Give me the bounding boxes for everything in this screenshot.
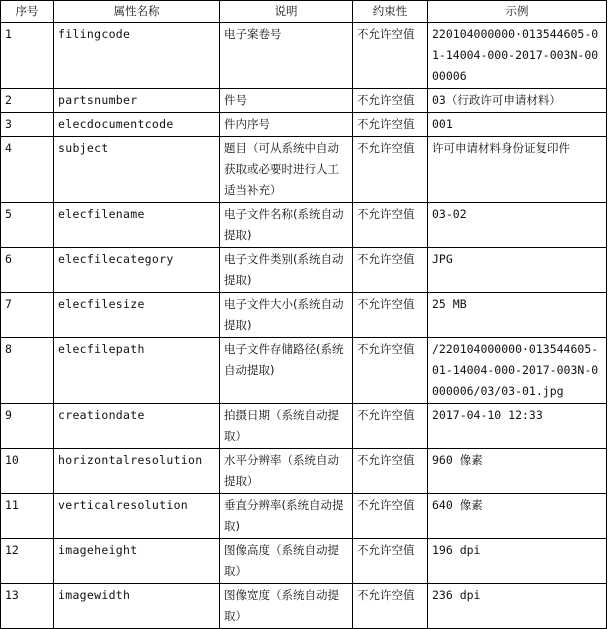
table-row [1, 539, 607, 584]
cell-no: 5 [1, 203, 54, 248]
cell-attribute-name: verticalresolution [54, 494, 220, 539]
table-row [1, 89, 607, 113]
cell-constraint: 不允许空值 [353, 23, 428, 89]
table-row [1, 584, 607, 629]
header-example: 示例 [428, 1, 607, 23]
cell-example: 220104000000·013544605-01-14004-000-2017-003N-0000006 [428, 23, 607, 89]
table-row [1, 404, 607, 449]
cell-attribute-name: filingcode [54, 23, 220, 89]
cell-constraint: 不允许空值 [353, 449, 428, 494]
cell-no: 12 [1, 539, 54, 584]
table-row [1, 203, 607, 248]
cell-no: 13 [1, 584, 54, 629]
cell-attribute-name: imagewidth [54, 584, 220, 629]
cell-example: /220104000000·013544605-01-14004-000-2017-003N-0000006/03/03-01.jpg [428, 338, 607, 404]
cell-description: 图像宽度（系统自动提取） [220, 584, 353, 629]
cell-description: 电子文件存储路径(系统自动提取) [220, 338, 353, 404]
header-no: 序号 [1, 1, 54, 23]
cell-example: 196 dpi [428, 539, 607, 584]
cell-constraint: 不允许空值 [353, 584, 428, 629]
cell-description: 水平分辨率（系统自动提取） [220, 449, 353, 494]
cell-attribute-name: partsnumber [54, 89, 220, 113]
cell-constraint: 不允许空值 [353, 404, 428, 449]
cell-constraint: 不允许空值 [353, 494, 428, 539]
header-row [1, 1, 607, 23]
cell-example: 001 [428, 113, 607, 137]
cell-no: 11 [1, 494, 54, 539]
header-constraint: 约束性 [353, 1, 428, 23]
cell-no: 8 [1, 338, 54, 404]
table-row [1, 23, 607, 89]
table-header [1, 1, 607, 23]
cell-example: 640 像素 [428, 494, 607, 539]
table-row [1, 338, 607, 404]
cell-description: 图像高度（系统自动提取） [220, 539, 353, 584]
cell-example: 03（行政许可申请材料） [428, 89, 607, 113]
cell-constraint: 不允许空值 [353, 248, 428, 293]
cell-constraint: 不允许空值 [353, 137, 428, 203]
table-row [1, 494, 607, 539]
cell-example: 2017-04-10 12:33 [428, 404, 607, 449]
table-body [1, 23, 607, 629]
cell-no: 3 [1, 113, 54, 137]
cell-attribute-name: elecfilename [54, 203, 220, 248]
cell-attribute-name: imageheight [54, 539, 220, 584]
cell-attribute-name: subject [54, 137, 220, 203]
cell-description: 件号 [220, 89, 353, 113]
cell-description: 题目（可从系统中自动获取或必要时进行人工适当补充） [220, 137, 353, 203]
cell-no: 1 [1, 23, 54, 89]
cell-example: 236 dpi [428, 584, 607, 629]
cell-example: 25 MB [428, 293, 607, 338]
cell-description: 电子文件类别(系统自动提取) [220, 248, 353, 293]
cell-constraint: 不允许空值 [353, 338, 428, 404]
cell-description: 电子案卷号 [220, 23, 353, 89]
cell-description: 垂直分辨率(系统自动提取) [220, 494, 353, 539]
cell-no: 4 [1, 137, 54, 203]
cell-attribute-name: elecfilecategory [54, 248, 220, 293]
cell-constraint: 不允许空值 [353, 203, 428, 248]
cell-no: 10 [1, 449, 54, 494]
cell-example: 许可申请材料身份证复印件 [428, 137, 607, 203]
cell-no: 9 [1, 404, 54, 449]
cell-attribute-name: elecfilesize [54, 293, 220, 338]
table-row [1, 449, 607, 494]
table-row [1, 137, 607, 203]
cell-no: 6 [1, 248, 54, 293]
cell-description: 件内序号 [220, 113, 353, 137]
cell-attribute-name: elecfilepath [54, 338, 220, 404]
cell-description: 电子文件大小(系统自动提取) [220, 293, 353, 338]
cell-description: 电子文件名称(系统自动提取) [220, 203, 353, 248]
cell-attribute-name: horizontalresolution [54, 449, 220, 494]
table-row [1, 293, 607, 338]
header-description: 说明 [220, 1, 353, 23]
cell-example: 03-02 [428, 203, 607, 248]
cell-constraint: 不允许空值 [353, 539, 428, 584]
cell-description: 拍摄日期（系统自动提取） [220, 404, 353, 449]
cell-constraint: 不允许空值 [353, 113, 428, 137]
header-name: 属性名称 [54, 1, 220, 23]
cell-attribute-name: creationdate [54, 404, 220, 449]
cell-constraint: 不允许空值 [353, 89, 428, 113]
cell-example: JPG [428, 248, 607, 293]
cell-no: 7 [1, 293, 54, 338]
cell-attribute-name: elecdocumentcode [54, 113, 220, 137]
cell-no: 2 [1, 89, 54, 113]
table-row [1, 248, 607, 293]
cell-constraint: 不允许空值 [353, 293, 428, 338]
table-row [1, 113, 607, 137]
cell-example: 960 像素 [428, 449, 607, 494]
